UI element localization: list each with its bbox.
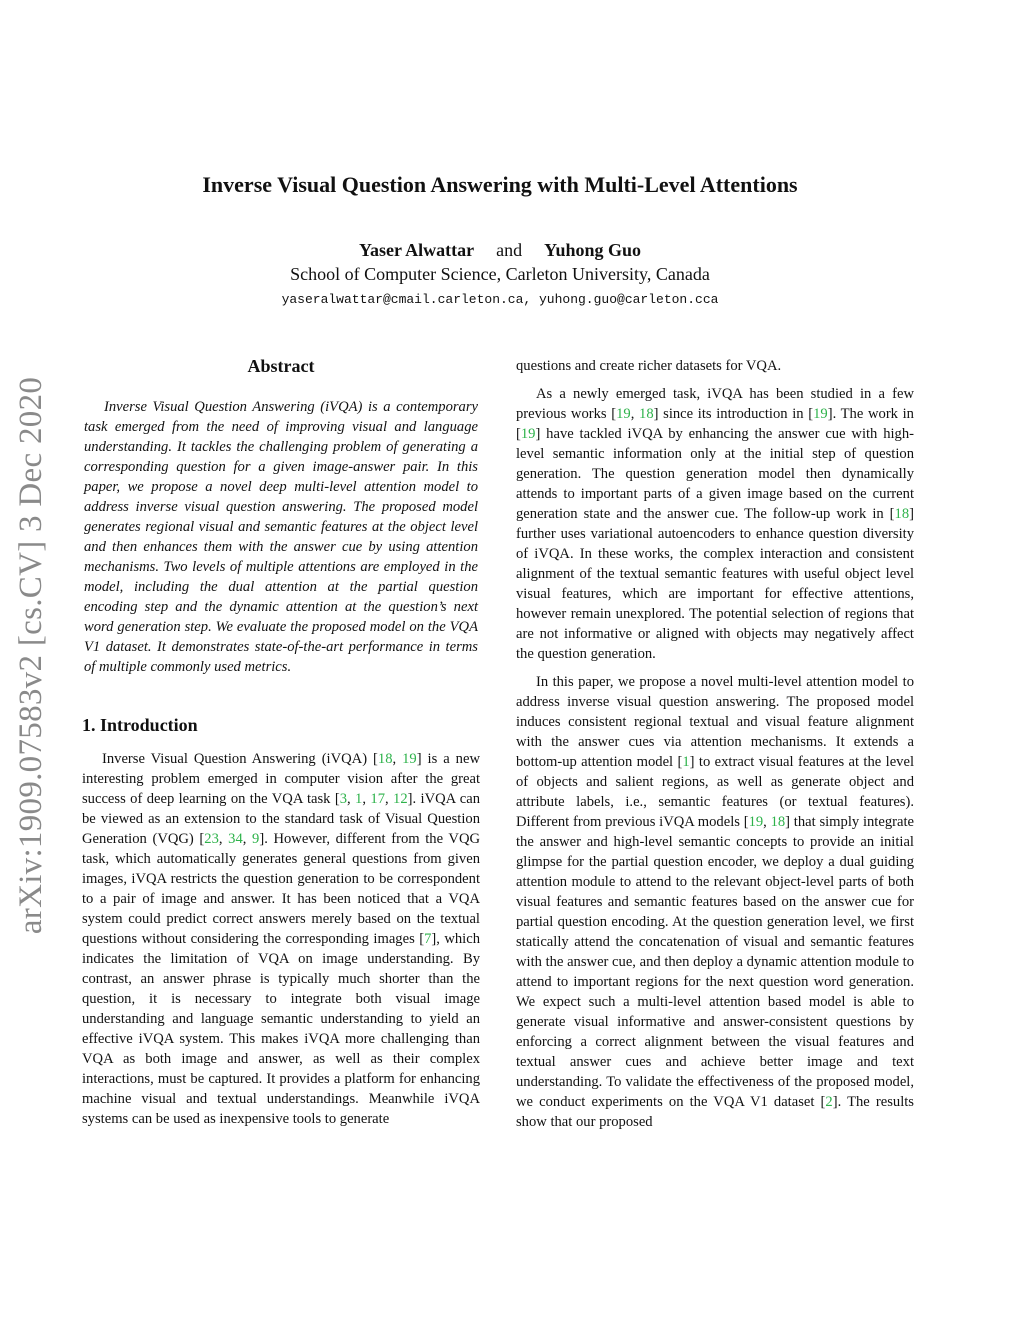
paragraph-text: Inverse Visual Question Answering (iVQA) [ xyxy=(102,751,378,767)
paragraph-text: In this paper, we propose a novel multi-level attention model to address inverse visual question answering. The proposed model induces consistent regional textual and visual feature alignment with the answer cues via attention mechanisms. It extends a bottom-up attention model [ xyxy=(516,674,914,770)
left-column xyxy=(82,356,480,1129)
section-heading-introduction: 1. Introduction xyxy=(82,715,198,735)
paragraph-text: ]. However, different from the VQG task, which automatically generates general questions from given images, iVQA restricts the question generation to be correspondent to a pair of image and answer. It has been noticed that a VQA system could predict correct answers merely based on the textual questions without considering the corresponding images [ xyxy=(82,831,481,947)
paragraph-text: ]. The results show that our proposed xyxy=(516,1094,914,1130)
intro-paragraph-1 xyxy=(82,749,480,1129)
author-name: Yaser Alwattar xyxy=(358,240,475,260)
citation-separator: , xyxy=(630,406,640,422)
affiliation: School of Computer Science, Carleton University, Canada xyxy=(290,264,710,284)
paragraph-text: ] further uses variational autoencoders to enhance question diversity of iVQA. In these works, the complex interaction and consistent alignment of the textual semantic features with useful object level visual features, which are important for effective attentions, however remain unexplored. The potential selection of regions that are not informative or aligned with objects may negatively affect the question generation. xyxy=(516,506,914,662)
intro-paragraph-1-continued: questions and create richer datasets for VQA. xyxy=(516,358,782,374)
paragraph-text: ]. The work in [ xyxy=(516,406,914,442)
citation-separator: , xyxy=(384,791,394,807)
citation-separator: , xyxy=(763,814,771,830)
author-emails: yaseralwattar@cmail.carleton.ca, yuhong.guo@carleton.cca xyxy=(281,292,719,307)
paragraph-text: ] since its introduction in [ xyxy=(653,406,814,422)
citation-link[interactable]: 3 xyxy=(339,791,347,807)
intro-paragraph-2 xyxy=(516,384,914,664)
citation-separator: , xyxy=(362,791,371,807)
author-line xyxy=(0,240,1000,261)
citation-link[interactable]: 1 xyxy=(682,754,690,770)
citation-link[interactable]: 17 xyxy=(370,791,385,807)
citation-link[interactable]: 18 xyxy=(377,751,393,767)
citation-link[interactable]: 19 xyxy=(402,751,417,767)
citation-separator: , xyxy=(242,831,253,847)
citation-link[interactable]: 19 xyxy=(520,426,536,442)
citation-link[interactable]: 19 xyxy=(813,406,828,422)
arxiv-sidebar xyxy=(0,355,64,955)
citation-link[interactable]: 2 xyxy=(825,1094,833,1110)
citation-link[interactable]: 19 xyxy=(616,406,631,422)
paper-title: Inverse Visual Question Answering with Multi-Level Attentions xyxy=(202,172,798,197)
author-conjunction: and xyxy=(496,240,523,260)
citation-separator: , xyxy=(218,831,229,847)
citation-separator: , xyxy=(347,791,356,807)
citation-link[interactable]: 34 xyxy=(228,831,243,847)
citation-link[interactable]: 23 xyxy=(204,831,219,847)
right-column xyxy=(516,356,914,1132)
citation-separator: , xyxy=(392,751,403,767)
citation-link[interactable]: 18 xyxy=(770,814,786,830)
paragraph-text: ] have tackled iVQA by enhancing the answer cue with high-level semantic information only at the initial step of question generation. The question generation model then dynamically attends to important parts of a given image based on the current generation state and the answer cue. The follow-up work in [ xyxy=(516,426,914,522)
paragraph-text: ] is a new interesting problem emerged in computer vision after the great success of deep learning on the VQA task [ xyxy=(82,751,480,807)
abstract-text: Inverse Visual Question Answering (iVQA) is a contemporary task emerged from the need of improving visual and language understanding. It tackles the challenging problem of generating a corresponding question for a given image-answer pair. In this paper, we propose a novel deep multi-level attention model to address inverse visual question answering. The proposed model generates regional visual and semantic features at the object level and then enhances them with the answer cue by using attention mechanisms. Two levels of multiple attentions are employed in the model, including the dual attention at the partial question encoding step and the dynamic attention at the question’s next word generation step. We evaluate the proposed model on the VQA V1 dataset. It demonstrates state-of-the-art performance in terms of multiple commonly used metrics. xyxy=(84,399,478,675)
author-name: Yuhong Guo xyxy=(544,240,642,260)
citation-link[interactable]: 9 xyxy=(252,831,260,847)
intro-paragraph-3 xyxy=(516,672,914,1132)
citation-link[interactable]: 1 xyxy=(355,791,363,807)
paragraph-text: As a newly emerged task, iVQA has been studied in a few previous works [ xyxy=(516,386,914,422)
citation-link[interactable]: 12 xyxy=(393,791,408,807)
paragraph-text: ], which indicates the limitation of VQA on image understanding. By contrast, an answer phrase is typically much shorter than the question, it is necessary to integrate both visual image understanding and language semantic understanding to yield an effective iVQA system. This makes iVQA more challenging than VQA as both image and answer, as well as their complex interactions, must be captured. It provides a platform for enhancing machine visual and textual understandings. Meanwhile iVQA systems can be used as inexpensive tools to generate xyxy=(82,931,481,1127)
abstract-heading: Abstract xyxy=(247,356,315,376)
citation-link[interactable]: 7 xyxy=(424,931,432,947)
arxiv-identifier[interactable]: arXiv:1909.07583v2 [cs.CV] 3 Dec 2020 xyxy=(13,376,50,934)
citation-link[interactable]: 18 xyxy=(639,406,654,422)
paragraph-text: ] that simply integrate the answer and high-level semantic concepts to provide an initial glimpse for the partial question encoder, we deploy a dual guiding attention module to attend to the relevant object-level parts of both visual features and semantic features based on the answer cue for partial question encoding. At the question generation level, we first statically attend the concatenation of visual and semantic features with the answer cue, and then deploy a dynamic attention module to attend to important regions for the next question word generation. We expect such a multi-level attention based model is able to generate visual informative and answer-consistent questions by enforcing a correct alignment between the visual features and textual answer cues and achieve better image and text understanding. To validate the effectiveness of the proposed model, we conduct experiments on the VQA V1 dataset [ xyxy=(516,814,914,1110)
citation-link[interactable]: 19 xyxy=(748,814,764,830)
citation-link[interactable]: 18 xyxy=(894,506,910,522)
paragraph-text: ] to extract visual features at the level of objects and salient regions, as well as generate object and attribute labels, i.e., semantic features (or textual features). Different from previous iVQA models [ xyxy=(516,754,914,830)
paragraph-text: ]. iVQA can be viewed as an extension to the standard task of Visual Question Generation (VQG) [ xyxy=(82,791,481,847)
